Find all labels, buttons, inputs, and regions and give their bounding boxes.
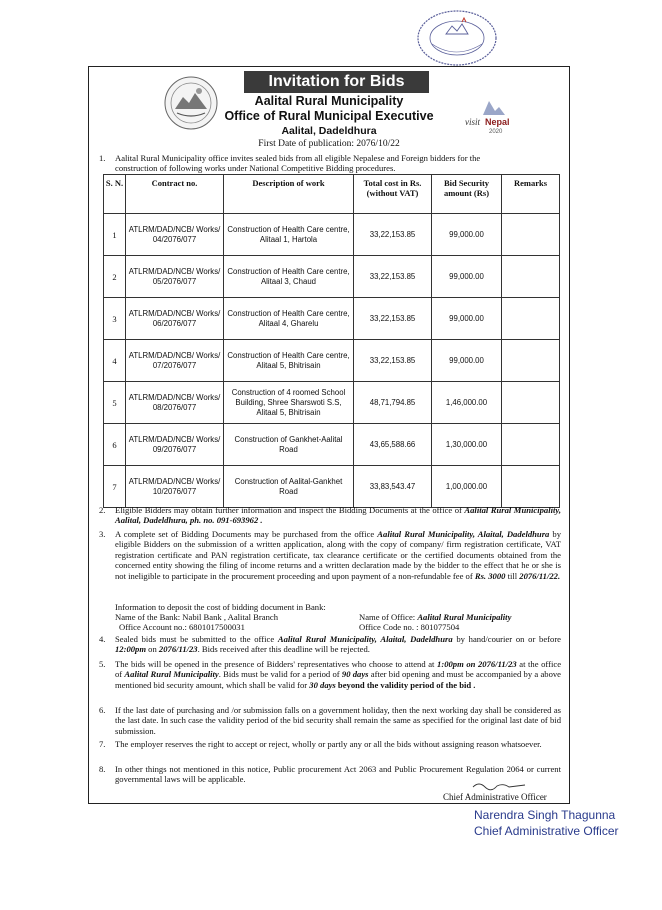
cell-security: 1,46,000.00 (432, 382, 502, 424)
cell-sn: 7 (104, 466, 126, 508)
clause-3-fee: Rs. 3000 (474, 570, 506, 581)
clause-1-number: 1. (99, 153, 106, 163)
clause-2-number: 2. (99, 505, 106, 515)
handwritten-signature (469, 779, 529, 791)
office-account: Office Account no.: 6801017500031 (119, 622, 245, 632)
cell-remarks (502, 382, 560, 424)
table-row (104, 340, 560, 382)
clause-5-part: after bid opening and must be accompanied by a above mentioned bid security amount, which shall be valid for (115, 669, 561, 690)
clause-7-text: The employer reserves the right to accept or reject, wholly or partly any or all the bids without assigning reason whatsoever. (115, 739, 542, 749)
cell-sn: 5 (104, 382, 126, 424)
cell-contract: ATLRM/DAD/NCB/ Works/ 10/2076/077 (126, 466, 224, 508)
svg-text:2020: 2020 (489, 129, 503, 135)
cell-description: Construction of Aalital-Gankhet Road (224, 466, 354, 508)
clause-3-text (115, 529, 561, 581)
cell-sn: 6 (104, 424, 126, 466)
svg-text:Nepal: Nepal (485, 117, 510, 127)
clause-5-part: . Bids must be valid for a period of (218, 669, 342, 680)
bid-notice (88, 66, 570, 804)
cell-remarks (502, 466, 560, 508)
publication-date: First Date of publication: 2076/10/22 (258, 139, 400, 149)
clause-3-date: 2076/11/22. (519, 570, 561, 581)
clause-4-date: 2076/11/23 (158, 644, 198, 655)
cell-cost: 33,22,153.85 (354, 256, 432, 298)
cell-description: Construction of 4 roomed School Building, Shree Sharswoti S.S, Alitaal 5, Bhitrisain (224, 382, 354, 424)
cell-remarks (502, 424, 560, 466)
bank-info-intro: Information to deposit the cost of bidding document in Bank: (115, 602, 326, 612)
table-row (104, 256, 560, 298)
cell-cost: 33,83,543.47 (354, 466, 432, 508)
cell-description: Construction of Health Care centre, Alitaal 1, Hartola (224, 214, 354, 256)
clause-1-line-1: Aalital Rural Municipality office invites sealed bids from all eligible Nepalese and Foreign bidders for the (115, 153, 481, 163)
table-row (104, 382, 560, 424)
cell-sn: 1 (104, 214, 126, 256)
cell-cost: 48,71,794.85 (354, 382, 432, 424)
cell-contract: ATLRM/DAD/NCB/ Works/ 04/2076/077 (126, 214, 224, 256)
col-header-contract: Contract no. (126, 175, 224, 214)
cell-sn: 3 (104, 298, 126, 340)
clause-7-number: 7. (99, 739, 106, 749)
clause-8-number: 8. (99, 764, 106, 774)
office-name-label: Name of Office: (359, 612, 418, 622)
table-row (104, 466, 560, 508)
clause-5-validity: 90 days (341, 669, 369, 680)
clause-3-number: 3. (99, 529, 106, 539)
notice-banner: Invitation for Bids (244, 71, 429, 93)
cell-security: 99,000.00 (432, 340, 502, 382)
clause-4-time: 12:00pm (115, 644, 147, 655)
clause-1-line-2: construction of following works under National Competitive Bidding procedures. (115, 163, 396, 173)
cell-contract: ATLRM/DAD/NCB/ Works/ 05/2076/077 (126, 256, 224, 298)
cell-description: Construction of Gankhet-Aalital Road (224, 424, 354, 466)
office-name: Office of Rural Municipal Executive (224, 109, 434, 123)
signatory-title-stamp: Chief Administrative Officer (474, 824, 619, 838)
clause-4-text (115, 634, 561, 655)
clause-3-part: by eligible Bidders on the submission of a written application, along with the copy of company/ firm registration certificate, VAT registration certificate and PAN registration certificate, tax clearance certificate or the certified documents obtained from the concerned entity showing the filing of income returns and a written declaration made by the bidder to the effect that he or she is not ineligible to participate in the procurement proceeding and upon payment of a non-refundable fee of (115, 529, 561, 581)
office-code: Office Code no. : 801077504 (359, 622, 460, 632)
clause-4-office: Aalital Rural Municipality, Alaital, Dadeldhura (277, 634, 453, 644)
municipality-seal-stamp (416, 8, 498, 68)
clause-4-part: Sealed bids must be submitted to the office (115, 634, 278, 644)
clause-5-office: Aalital Rural Municipality (124, 669, 219, 680)
clause-3-office: Aalital Rural Municipality, Alaital, Dadeldhura (377, 529, 550, 539)
office-name-value: Aalital Rural Municipality (417, 612, 512, 622)
cell-security: 99,000.00 (432, 298, 502, 340)
table-row (104, 298, 560, 340)
col-header-total-cost: Total cost in Rs. (without VAT) (354, 175, 432, 214)
bank-name: Name of the Bank: Nabil Bank , Aalital Branch (115, 612, 278, 622)
clause-4-part: by hand/courier on or before (452, 634, 561, 644)
cell-cost: 43,65,588.66 (354, 424, 432, 466)
col-header-description: Description of work (224, 175, 354, 214)
cell-security: 99,000.00 (432, 256, 502, 298)
table-row (104, 424, 560, 466)
cell-remarks (502, 298, 560, 340)
cell-contract: ATLRM/DAD/NCB/ Works/ 08/2076/077 (126, 382, 224, 424)
cell-cost: 33,22,153.85 (354, 298, 432, 340)
office-name-line (359, 612, 511, 622)
cell-remarks (502, 256, 560, 298)
clause-2-text (115, 505, 561, 526)
col-header-remarks: Remarks (502, 175, 560, 214)
col-header-bid-security: Bid Security amount (Rs) (432, 175, 502, 214)
clause-5-security-days: 30 days (309, 679, 336, 690)
cell-description: Construction of Health Care centre, Alitaal 5, Bhitrisain (224, 340, 354, 382)
clause-5-text (115, 659, 561, 690)
office-address: Aalital, Dadeldhura (281, 125, 377, 137)
works-table (103, 174, 560, 508)
clause-4-part: on (146, 644, 159, 655)
signatory-title: Chief Administrative Officer (443, 792, 547, 802)
table-row (104, 214, 560, 256)
cell-remarks (502, 214, 560, 256)
svg-text:visit: visit (465, 117, 480, 127)
clause-4-part: . Bids received after this deadline will be rejected. (197, 644, 370, 655)
clause-3-part: A complete set of Bidding Documents may be purchased from the office (115, 529, 378, 539)
clause-6-number: 6. (99, 705, 106, 715)
clause-5-time: 1:00pm on 2076/11/23 (437, 659, 517, 669)
clause-5-part: at the office of (115, 659, 562, 680)
cell-contract: ATLRM/DAD/NCB/ Works/ 06/2076/077 (126, 298, 224, 340)
clause-2-part: Eligible Bidders may obtain further information and inspect the Bidding Documents at the office of (115, 505, 465, 515)
cell-security: 99,000.00 (432, 214, 502, 256)
org-name: Aalital Rural Municipality (254, 94, 404, 108)
cell-contract: ATLRM/DAD/NCB/ Works/ 07/2076/077 (126, 340, 224, 382)
clause-4-number: 4. (99, 634, 106, 644)
cell-sn: 4 (104, 340, 126, 382)
cell-remarks (502, 340, 560, 382)
cell-description: Construction of Health Care centre, Alitaal 3, Chaud (224, 256, 354, 298)
clause-5-number: 5. (99, 659, 106, 669)
col-header-sn: S. N. (104, 175, 126, 214)
clause-2-office: Aalital Rural Municipality, Aalital, Dadeldhura, ph. no. 091-693962 . (115, 505, 561, 526)
clause-5-part: The bids will be opened in the presence of Bidders' representatives who choose to attend at (115, 659, 438, 669)
table-header-row (104, 175, 560, 214)
cell-sn: 2 (104, 256, 126, 298)
cell-security: 1,30,000.00 (432, 424, 502, 466)
clause-3-part: till (505, 570, 520, 581)
cell-description: Construction of Health Care centre, Alitaal 4, Gharelu (224, 298, 354, 340)
clause-6-text: If the last date of purchasing and /or submission falls on a government holiday, then the next working day shall be considered as the last date. In such case the validity period of the bid security shall remain the same as specified for the original last date of bid submission. (115, 705, 561, 736)
signatory-name-stamp: Narendra Singh Thagunna (474, 808, 616, 822)
cell-contract: ATLRM/DAD/NCB/ Works/ 09/2076/077 (126, 424, 224, 466)
cell-cost: 33,22,153.85 (354, 340, 432, 382)
cell-cost: 33,22,153.85 (354, 214, 432, 256)
cell-security: 1,00,000.00 (432, 466, 502, 508)
clause-5-part: beyond the validity period of the bid . (335, 679, 476, 690)
clause-8-text: In other things not mentioned in this notice, Public procurement Act 2063 and Public Procurement Regulation 2064 or current governmental laws will be applicable. (115, 764, 561, 785)
